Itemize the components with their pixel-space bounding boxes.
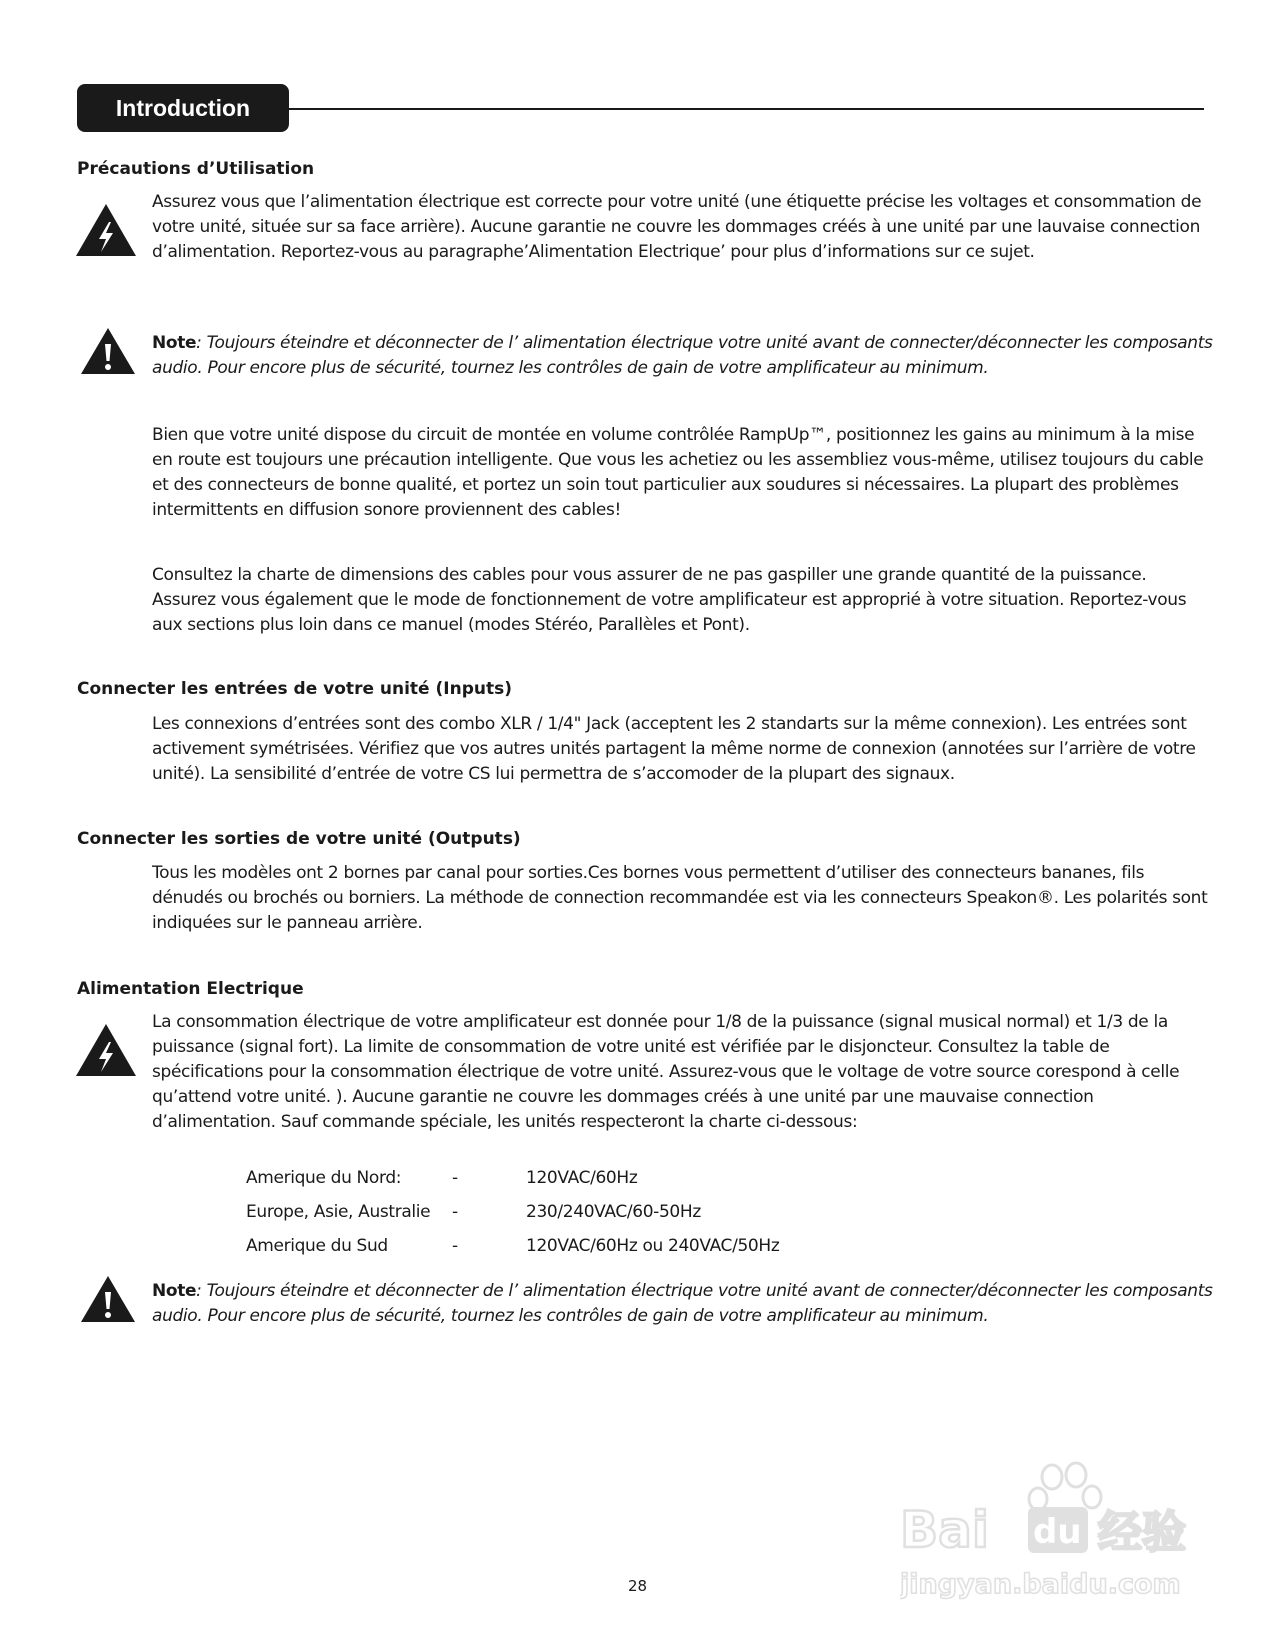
electric-shock-warning-icon: [74, 202, 138, 258]
note-paragraph-1: [152, 331, 1214, 381]
watermark-url: jingyan.baidu.com: [900, 1569, 1181, 1600]
baidu-watermark-logo: [900, 1455, 1210, 1605]
outputs-heading: Connecter les sorties de votre unité (Outputs): [77, 829, 521, 849]
outputs-paragraph: Tous les modèles ont 2 bornes par canal pour sorties.Ces bornes vous permettent d’utiliser des connecteurs bananes, fils dénudés ou brochés ou borniers. La méthode de connection recommandée est via les connecteurs Speakon®. Les polarités sont indiquées sur le panneau arrière.: [152, 863, 1208, 933]
note-label: Note: [152, 333, 197, 353]
rampup-paragraph: Bien que votre unité dispose du circuit de montée en volume contrôlée RampUp™, positionnez les gains au minimum à la mise en route est toujours une précaution intelligente. Que vous les achetiez ou les assembliez vous-même, utilisez toujours du cable et des connecteurs de bonne qualité, et portez un soin tout particulier aux soudures si nécessaires. La plupart des problèmes intermittents en diffusion sonore proviennent des cables!: [152, 425, 1204, 520]
power-paragraph: La consommation électrique de votre amplificateur est donnée pour 1/8 de la puissance (signal musical normal) et 1/3 de la puissance (signal fort). La limite de consommation de votre unité est vérifiée par le disjoncteur. Consultez la table de spécifications pour la consommation électrique de votre unité. Assurez-vous que le voltage de votre source corespond à celle qu’attend votre unité. ). Aucune garantie ne couvre les dommages créés à une unité par une mauvaise connection d’alimentation. Sauf commande spéciale, les unités respecteront la charte ci-dessous:: [152, 1012, 1180, 1132]
spec-value: 230/240VAC/60-50Hz: [526, 1202, 701, 1222]
note-label: Note: [152, 1281, 197, 1301]
watermark-brand-box: du: [1033, 1512, 1082, 1552]
note-text: : Toujours éteindre et déconnecter de l’ alimentation électrique votre unité avant de connecter/déconnecter les composants audio. Pour encore plus de sécurité, tournez les contrôles de gain de votre amplificateur au minimum.: [152, 333, 1213, 378]
spec-row: [246, 1195, 779, 1229]
spec-dash: -: [452, 1168, 458, 1188]
spec-region: Amerique du Nord:: [246, 1168, 402, 1188]
spec-region: Amerique du Sud: [246, 1236, 388, 1256]
section-title: Introduction: [115, 94, 251, 121]
caution-warning-icon: [79, 1274, 137, 1324]
note-paragraph-2: [152, 1279, 1214, 1329]
inputs-heading: Connecter les entrées de votre unité (Inputs): [77, 679, 512, 699]
section-title-tab: [77, 84, 289, 132]
note-text: : Toujours éteindre et déconnecter de l’ alimentation électrique votre unité avant de connecter/déconnecter les composants audio. Pour encore plus de sécurité, tournez les contrôles de gain de votre amplificateur au minimum.: [152, 1281, 1213, 1326]
precautions-heading: Précautions d’Utilisation: [77, 159, 315, 179]
power-heading: Alimentation Electrique: [77, 979, 304, 999]
spec-row: [246, 1229, 779, 1263]
spec-dash: -: [452, 1236, 458, 1256]
spec-row: [246, 1161, 779, 1195]
section-rule: [289, 108, 1204, 110]
power-spec-table: [246, 1161, 779, 1263]
spec-dash: -: [452, 1202, 458, 1222]
inputs-paragraph: Les connexions d’entrées sont des combo XLR / 1/4" Jack (acceptent les 2 standarts sur la même connexion). Les entrées sont activement symétrisées. Vérifiez que vos autres unités partagent la même norme de connexion (annotées sur l’arrière de votre unité). La sensibilité d’entrée de votre CS lui permettra de s’accomoder de la plupart des signaux.: [152, 714, 1196, 784]
watermark-chinese: 经验: [1098, 1507, 1186, 1558]
watermark-brand: Bai: [900, 1501, 989, 1559]
page-number: 28: [627, 1577, 648, 1595]
electric-shock-warning-icon: [74, 1022, 138, 1078]
cable-paragraph: Consultez la charte de dimensions des cables pour vous assurer de ne pas gaspiller une grande quantité de la puissance. Assurez vous également que le mode de fonctionnement de votre amplificateur est approprié à votre situation. Reportez-vous aux sections plus loin dans ce manuel (modes Stéréo, Parallèles et Pont).: [152, 565, 1187, 635]
spec-value: 120VAC/60Hz: [526, 1168, 638, 1188]
spec-region: Europe, Asie, Australie: [246, 1202, 431, 1222]
power-warning-text: Assurez vous que l’alimentation électrique est correcte pour votre unité (une étiquette précise les voltages et consommation de votre unité, située sur sa face arrière). Aucune garantie ne couvre les dommages créés à une unité par une lauvaise connection d’alimentation. Reportez-vous au paragraphe’Alimentation Electrique’ pour plus d’informations sur ce sujet.: [152, 192, 1202, 262]
caution-warning-icon: [79, 326, 137, 376]
spec-value: 120VAC/60Hz ou 240VAC/50Hz: [526, 1236, 780, 1256]
